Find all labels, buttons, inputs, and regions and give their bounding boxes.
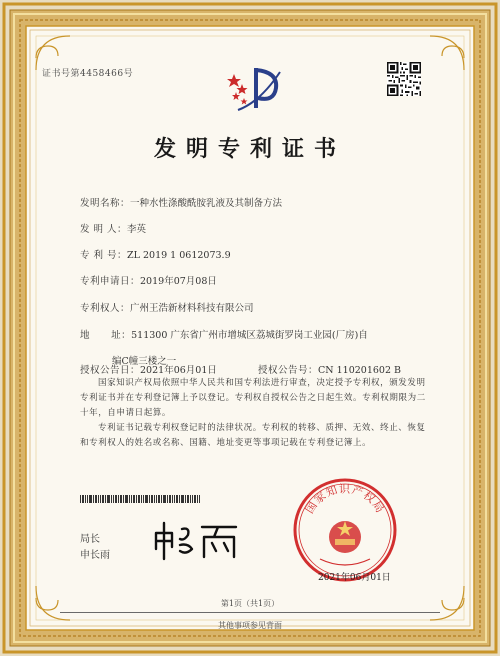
filing-date-row <box>80 273 217 287</box>
qr-code-icon <box>387 62 421 96</box>
address-value-line1: 511300 广东省广州市增城区荔城街罗岗工业园(厂房)自 <box>131 330 368 341</box>
director-name: 申长雨 <box>80 550 110 561</box>
filing-date-value: 2019年07月08日 <box>140 276 217 287</box>
legal-paragraph-1: 国家知识产权局依照中华人民共和国专利法进行审查，决定授予专利权，颁发发明专利证书并在专利登记簿上予以登记。专利权自授权公告之日起生效。专利权期限为二十年，自申请日起算。 <box>80 378 426 418</box>
inventor-value: 李英 <box>127 224 147 235</box>
director-title: 局长 <box>80 534 100 545</box>
barcode-icon <box>80 495 200 503</box>
patentee-row <box>80 300 254 314</box>
invention-name-value: 一种水性涤酸酰胺乳液及其制备方法 <box>130 198 283 209</box>
legal-paragraph-2: 专利证书记载专利权登记时的法律状况。专利权的转移、质押、无效、终止、恢复和专利权人的姓名或名称、国籍、地址变更等事项记载在专利登记簿上。 <box>80 423 426 448</box>
address-value-line2: 编C幢三楼之一 <box>112 356 177 367</box>
patentee-value: 广州王浩新材料科技有限公司 <box>130 303 254 314</box>
address-row <box>80 327 368 341</box>
patent-number-value: ZL 2019 1 0612073.9 <box>127 250 231 261</box>
patentee-label: 专利权人： <box>80 303 131 314</box>
grant-date-label: 授权公告日： <box>80 365 141 376</box>
grant-number-label: 授权公告号： <box>258 365 319 376</box>
grant-date-value: 2021年06月01日 <box>140 365 217 376</box>
grant-number-value: CN 110201602 B <box>318 365 402 376</box>
grant-date-row <box>80 362 217 376</box>
svg-text:国家知识产权局: 国家知识产权局 <box>302 482 388 516</box>
page-number: 第1页（共1页） <box>220 599 280 608</box>
director-signature-icon <box>150 515 240 565</box>
official-seal-icon <box>290 475 400 585</box>
invention-name-row <box>80 195 282 209</box>
inventor-label: 发 明 人： <box>80 224 128 235</box>
footer-divider <box>60 612 440 613</box>
certificate-number: 证书号第4458466号 <box>42 69 134 79</box>
invention-name-label: 发明名称： <box>80 198 131 209</box>
cnipa-logo-icon <box>224 62 284 118</box>
filing-date-label: 专利申请日： <box>80 276 141 287</box>
inventor-row <box>80 221 146 235</box>
grant-number-row <box>258 362 401 376</box>
patent-number-label: 专 利 号： <box>80 250 128 261</box>
document-title: 发明专利证书 <box>153 136 346 162</box>
patent-number-row <box>80 247 231 261</box>
address-label: 地 址： <box>80 330 132 341</box>
footer-note: 其他事项参见背面 <box>218 621 282 630</box>
seal-date: 2021年06月01日 <box>318 573 391 583</box>
